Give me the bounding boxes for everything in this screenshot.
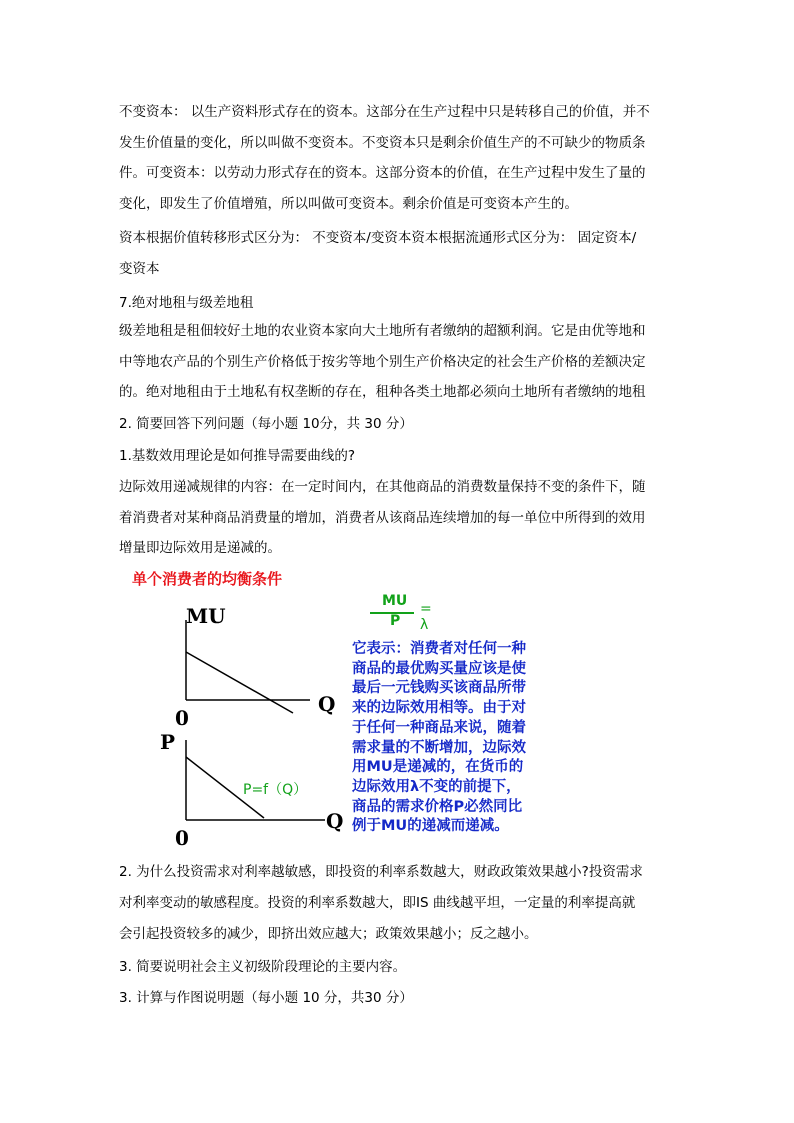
paragraph-line: 会引起投资较多的减少，即挤出效应越大；政策效果越小；反之越小。 <box>119 926 538 942</box>
top-y-label: MU <box>186 604 226 628</box>
question-title: 1.基数效用理论是如何推导需要曲线的? <box>119 448 356 464</box>
explanation-line: 例于MU的递减而递减。 <box>352 818 509 835</box>
question-title: 3. 简要说明社会主义初级阶段理论的主要内容。 <box>119 959 407 975</box>
formula-numerator: MU <box>382 593 408 609</box>
bottom-x-label: Q <box>326 809 344 833</box>
curve-label: P=f（Q） <box>243 782 308 798</box>
explanation-line: 来的边际效用相等。由于对 <box>352 700 526 717</box>
bottom-y-label: P <box>160 730 176 754</box>
explanation-line: 于任何一种商品来说，随着 <box>352 719 526 736</box>
formula-denominator: P <box>390 613 401 629</box>
section-heading: 7.绝对地租与级差地租 <box>119 295 254 311</box>
mu-curve <box>186 652 293 713</box>
top-x-label: Q <box>318 692 336 716</box>
section-heading: 2. 简要回答下列问题（每小题 10分，共 30 分） <box>119 416 413 432</box>
figure-title: 单个消费者的均衡条件 <box>132 570 283 588</box>
formula-rhs: = λ <box>420 601 432 633</box>
explanation-line: 它表示：消费者对任何一种 <box>352 641 526 657</box>
explanation-line: 用MU是递减的，在货币的 <box>352 759 524 776</box>
paragraph-line: 资本根据价值转移形式区分为： 不变资本/变资本资本根据流通形式区分为： 固定资本/ <box>119 230 637 246</box>
paragraph-line: 着消费者对某种商品消费量的增加，消费者从该商品连续增加的每一单位中所得到的效用 <box>119 510 646 526</box>
paragraph-line: 不变资本： 以生产资料形式存在的资本。这部分在生产过程中只是转移自己的价值，并不 <box>119 104 650 120</box>
paragraph-line: 变化，即发生了价值增殖，所以叫做可变资本。剩余价值是可变资本产生的。 <box>119 196 578 212</box>
paragraph-line: 件。可变资本：以劳动力形式存在的资本。这部分资本的价值，在生产过程中发生了量的 <box>119 165 646 181</box>
paragraph-line: 边际效用递减规律的内容：在一定时间内，在其他商品的消费数量保持不变的条件下，随 <box>119 479 646 495</box>
explanation-line: 边际效用λ不变的前提下， <box>352 778 521 795</box>
paragraph-line: 发生价值量的变化，所以叫做不变资本。不变资本只是剩余价值生产的不可缺少的物质条 <box>119 135 646 151</box>
paragraph-line: 增量即边际效用是递减的。 <box>119 540 281 556</box>
question-title: 2. 为什么投资需求对利率越敏感，即投资的利率系数越大，财政政策效果越小?投资需求 <box>119 864 643 880</box>
explanation-line: 商品的最优购买量应该是使 <box>352 660 526 677</box>
section-heading: 3. 计算与作图说明题（每小题 10 分，共30 分） <box>119 990 413 1006</box>
bottom-origin-label: 0 <box>175 826 189 850</box>
explanation-line: 需求量的不断增加，边际效 <box>352 739 526 756</box>
paragraph-line: 的。绝对地租由于土地私有权垄断的存在，租种各类土地都必须向土地所有者缴纳的地租 <box>119 384 646 400</box>
paragraph-line: 对利率变动的敏感程度。投资的利率系数越大，即IS 曲线越平坦，一定量的利率提高就 <box>119 895 636 911</box>
figure-explanation <box>352 640 526 837</box>
paragraph-line: 中等地农产品的个别生产价格低于按劣等地个别生产价格决定的社会生产价格的差额决定 <box>119 354 646 370</box>
paragraph-line: 变资本 <box>119 261 160 277</box>
top-origin-label: 0 <box>175 706 189 730</box>
paragraph-line: 级差地租是租佃较好土地的农业资本家向大土地所有者缴纳的超额利润。它是由优等地和 <box>119 323 646 339</box>
explanation-line: 最后一元钱购买该商品所带 <box>352 680 526 697</box>
explanation-line: 商品的需求价格P必然同比 <box>352 798 523 815</box>
